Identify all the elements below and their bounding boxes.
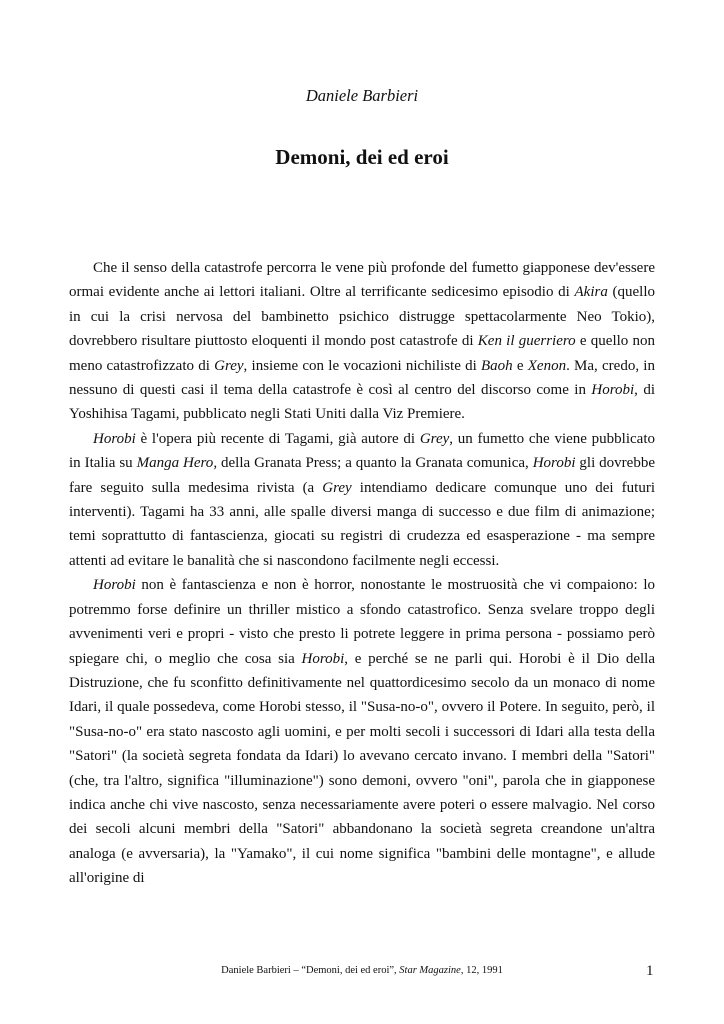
- italic-title: Horobi: [532, 455, 576, 472]
- italic-title: Horobi: [93, 430, 136, 447]
- italic-title: Horobi: [591, 382, 635, 399]
- italic-title: Xenon: [527, 357, 567, 374]
- paragraph: [69, 427, 655, 573]
- italic-title: Akira: [574, 284, 608, 301]
- text-run: intendiamo dedicare comunque uno dei futuri interventi). Tagami ha 33 anni, alle spalle diversi manga di successo e due film di animazione; temi soprattutto di fantascienza, giocati su registri di crudezza ed esasperazione - ma sempre attenti ad evitare le banalità che si nascondono facilmente negli eccessi.: [69, 479, 655, 569]
- paragraph: [69, 573, 655, 890]
- italic-title: Grey: [419, 430, 450, 447]
- paragraph: [69, 256, 655, 427]
- text-run: , un fumetto che viene pubblicato in Italia su: [69, 430, 655, 472]
- text-run: , e perché se ne parli qui. Horobi è il Dio della Distruzione, che fu sconfitto definitivamente nel quattordicesimo secolo da un monaco di nome Idari, il quale possedeva, come Horobi stesso, il "Susa-no-o", ovvero il Potere. In seguito, però, il "Susa-no-o" era stato nascosto agli uomini, e per molti secoli i successori di Idari alla testa della "Satori" (la società segreta fondata da Idari) lo avevano cercato invano. I membri della "Satori" (che, tra l'altro, significa "illuminazione") sono demoni, ovvero "oni", parola che in giapponese indica anche chi vive nascosto, senza necessariamente avere poteri o essere malvagio. Nel corso dei secoli alcuni membri della "Satori" abbandonano la società segreta creandone un'altra analoga (e avversaria), la "Yamako", il cui nome significa "bambini delle montagne", e allude all'origine di: [69, 650, 655, 887]
- italic-title: Baoh: [480, 357, 513, 374]
- author-name: Daniele Barbieri: [305, 86, 419, 105]
- italic-title: Horobi: [93, 577, 136, 594]
- italic-title: Grey: [214, 357, 244, 374]
- text-run: è l'opera più recente di Tagami, già autore di: [135, 430, 420, 447]
- italic-title: Ken il guerriero: [477, 333, 576, 350]
- article-title: Demoni, dei ed eroi: [275, 145, 449, 169]
- text-run: non è fantascienza e non è horror, nonostante le mostruosità che vi compaiono: lo potremmo forse definire un thriller mistico a sfondo catastrofico. Senza svelare troppo degli avvenimenti veri e propri - visto che presto li potrete leggere in prima persona - possiamo però spiegare chi, o meglio che cosa sia: [69, 577, 655, 667]
- page-footer: [0, 965, 724, 976]
- text-run: e quello non meno catastrofizzato di: [69, 333, 655, 374]
- footer-citation: Daniele Barbieri – “Demoni, dei ed eroi”,: [221, 965, 400, 976]
- text-run: (quello in cui la crisi nervosa del bambinetto psichico distrugge spettacolarmente Neo Tokio), dovrebbero risultare piuttosto eloquenti il mondo post catastrofe di: [69, 284, 655, 350]
- text-run: Che il senso della catastrofe percorra le vene più profonde del fumetto giapponese dev'essere ormai evidente anche ai lettori italiani. Oltre al terrificante sedicesimo episodio di: [69, 260, 655, 301]
- text-run: , di Yoshihisa Tagami, pubblicato negli Stati Uniti dalla Viz Premiere.: [69, 382, 655, 423]
- italic-title: Manga Hero: [136, 455, 214, 472]
- article-body: [69, 256, 655, 891]
- page-number: 1: [646, 963, 654, 979]
- italic-title: Horobi: [301, 650, 345, 667]
- footer-magazine: Star Magazine: [399, 965, 461, 976]
- text-run: gli dovrebbe fare seguito sulla medesima rivista (a: [69, 455, 655, 496]
- text-run: , della Granata Press; a quanto la Granata comunica,: [213, 455, 533, 472]
- italic-title: Grey: [322, 479, 352, 496]
- footer-issue: , 12, 1991: [460, 965, 503, 976]
- text-run: , insieme con le vocazioni nichiliste di: [243, 357, 481, 374]
- text-run: . Ma, credo, in nessuno di questi casi il tema della catastrofe è così al centro del discorso come in: [69, 357, 655, 399]
- text-run: e: [512, 357, 528, 374]
